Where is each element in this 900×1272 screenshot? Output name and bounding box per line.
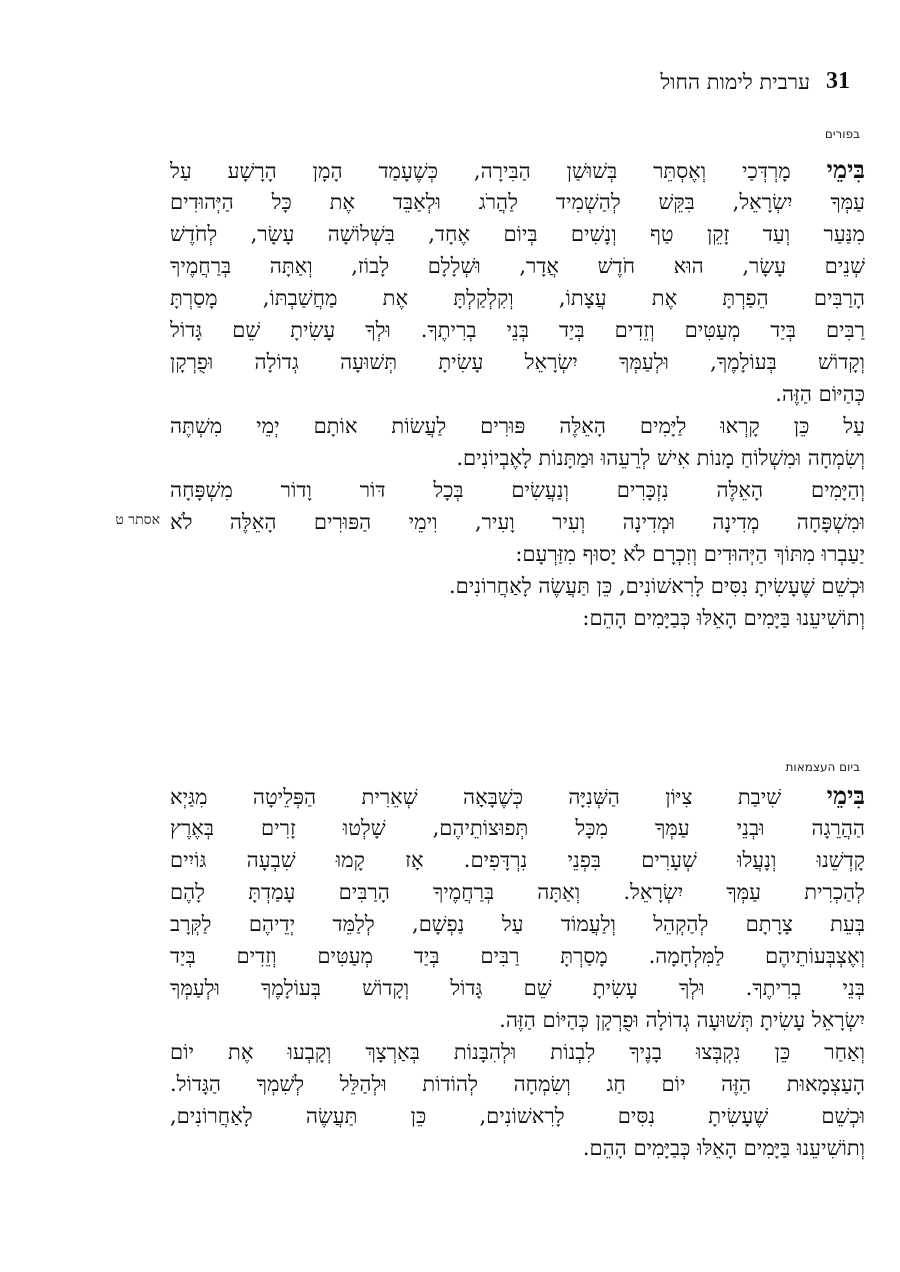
text-line: רַבִּים בְּיַד מְעַטִּים וְזֵדִים בְּיַד בְּנֵי בְרִיתֶךָ. וּלְךָ עָשִׂיתָ שֵׁם גָּדוֹל — [170, 318, 865, 342]
page-number: 31 — [826, 68, 850, 94]
margin-source-reference: אסתר ט — [115, 512, 160, 528]
text-line: וְתוֹשִׁיעֵנוּ בַּיָּמִים הָאֵלּוּ כְּבַיָּמִים הָהֵם: — [582, 606, 865, 630]
line-text: שִׁיבַת צִיּוֹן הַשְּׁנִיָּה כְּשֶׁבָּאָה שְׁאֵרִית הַפְּלֵיטָה מִגַּיְא — [170, 785, 827, 809]
text-line — [170, 154, 865, 186]
text-line: וְקָדוֹשׁ בְּעוֹלָמֶךָ, וּלְעַמְּךָ יִשְׂרָאֵל עָשִׂיתָ תְּשׁוּעָה גְדוֹלָה וּפֻרְקָן — [170, 350, 865, 374]
purim-opening-word: בִּימֵי — [826, 155, 865, 184]
text-line: מִנַּעַר וְעַד זָקֵן טַף וְנָשִׁים בְּיוֹם אֶחָד, בִּשְׁלוֹשָׁה עָשָׂר, לְחֹדֶשׁ — [170, 222, 865, 246]
yom-haatzmaut-paragraph — [170, 780, 865, 1164]
yom-haatzmaut-opening-word: בִּימֵי — [826, 781, 865, 810]
text-line: וּכְשֵׁם שֶׁעָשִׂיתָ נִסִּים לָרִאשׁוֹנִים, כֵּן תַּעֲשֶׂה לָאַחֲרוֹנִים. — [449, 574, 865, 598]
text-line: בְּנֵי בְרִיתֶךָ. וּלְךָ עָשִׂיתָ שֵׁם גָּדוֹל וְקָדוֹשׁ בְּעוֹלָמֶךָ וּלְעַמְּךָ — [170, 976, 865, 1000]
purim-section-label: בפורים — [824, 127, 860, 141]
text-line: בְּעֵת צָרָתָם לְהַקְהֵל וְלַעֲמוֹד עַל נַפְשָׁם, לְלַמֵּד יְדֵיהֶם לַקְּרָב — [170, 912, 865, 936]
text-line: הָעַצְמָאוּת הַזֶּה יוֹם חַג וְשִׂמְחָה לְהוֹדוֹת וּלְהַלֵּל לְשִׁמְךָ הַגָּדוֹל. — [170, 1072, 865, 1096]
text-line: וְתוֹשִׁיעֵנוּ בַּיָּמִים הָאֵלּוּ כְּבַיָּמִים הָהֵם. — [582, 1136, 865, 1160]
yom-haatzmaut-section-label: ביום העצמאות — [785, 760, 860, 774]
text-line: הַהֲרֵגָה וּבְנֵי עַמְּךָ מִכָּל תְּפוּצוֹתֵיהֶם, שָׁלְטוּ זָרִים בְּאֶרֶץ — [170, 816, 865, 840]
text-line: וְשִׂמְחָה וּמִשְׁלוֹחַ מָנוֹת אִישׁ לְרֵעֵהוּ וּמַתָּנוֹת לָאֶבְיוֹנִים. — [456, 446, 865, 470]
text-line: יִשְׂרָאֵל עָשִׂיתָ תְּשׁוּעָה גְדוֹלָה וּפֻרְקָן כְּהַיּוֹם הַזֶּה. — [499, 1008, 865, 1032]
line-text: מָרְדְּכַי וְאֶסְתֵּר בְּשׁוּשַׁן הַבִּירָה, כְּשֶׁעָמַד הָמָן הָרָשָׁע עַל — [170, 159, 827, 183]
text-line: עַמְּךָ יִשְׂרָאֵל, בִּקֵּשׁ לְהַשְׁמִיד לַהֲרֹג וּלְאַבֵּד אֶת כָּל הַיְּהוּדִים — [170, 190, 865, 214]
text-line: וְאֶצְבְּעוֹתֵיהֶם לַמִּלְחָמָה. מָסַרְתָּ רַבִּים בְּיַד מְעַטִּים וְזֵדִים בְּיַד — [170, 944, 865, 968]
text-line: יַעַבְרוּ מִתּוֹךְ הַיְּהוּדִים וְזִכְרָם לֹא יָסוּף מִזַּרְעָם: — [515, 542, 865, 566]
text-line: וְהַיָּמִים הָאֵלֶּה נִזְכָּרִים וְנַעֲשִׂים בְּכָל דּוֹר וָדוֹר מִשְׁפָּחָה — [170, 478, 865, 502]
text-line: לְהַכְרִית עַמְּךָ יִשְׂרָאֵל. וְאַתָּה בְּרַחֲמֶיךָ הָרַבִּים עָמַדְתָּ לָהֶם — [170, 880, 865, 904]
text-line: שְׁנֵים עָשָׂר, הוּא חֹדֶשׁ אֲדָר, וּשְׁלָלָם לָבוֹז, וְאַתָּה בְּרַחֲמֶיךָ — [170, 254, 865, 278]
text-line: וּמִשְׁפָּחָה מְדִינָה וּמְדִינָה וְעִיר וָעִיר, וִימֵי הַפּוּרִים הָאֵלֶּה לֹא — [170, 510, 865, 534]
text-line: כְּהַיּוֹם הַזֶּה. — [775, 382, 865, 406]
text-line: וְאַחַר כֵּן נִקְבְּצוּ בָנֶיךָ לִבְנוֹת וּלְהִבָּנוֹת בְּאַרְצָךְ וְקָבְעוּ אֶת יוֹם — [170, 1040, 865, 1064]
text-line: הָרַבִּים הֵפַרְתָּ אֶת עֲצָתוֹ, וְקִלְקַלְתָּ אֶת מַחֲשַׁבְתּוֹ, מָסַרְתָּ — [170, 286, 865, 310]
text-line — [170, 780, 865, 812]
running-head-title: ערבית לימות החול — [660, 70, 810, 94]
text-line: קָדְשֵׁנוּ וְנָעֲלוּ שְׁעָרִים בִּפְנֵי נִרְדָּפִים. אָז קָמוּ שִׁבְעָה גּוֹיִים — [170, 848, 865, 872]
text-line: וּכְשֵׁם שֶׁעָשִׂיתָ נִסִּים לָרִאשׁוֹנִים, כֵּן תַּעֲשֶׂה לָאַחֲרוֹנִים, — [170, 1104, 865, 1128]
purim-paragraph — [170, 154, 865, 634]
text-line: עַל כֵּן קָרְאוּ לַיָּמִים הָאֵלֶּה פּוּרִים לַעֲשׂוֹת אוֹתָם יְמֵי מִשְׁתֶּה — [170, 414, 865, 438]
